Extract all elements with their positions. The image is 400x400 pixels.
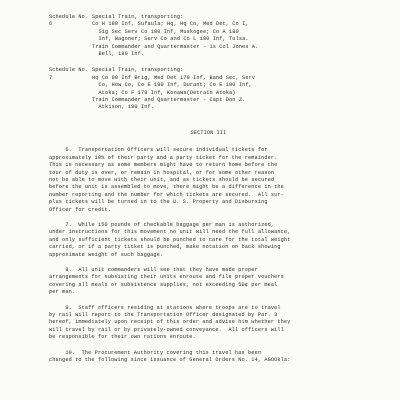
paragraph-line: covering all meals or subsistence supplies, not exceeding 50¢ per meal [49,281,278,288]
schedule-label: Schedule No. 7 [49,67,89,81]
paragraph-line: plus tickets will be turned in to the U. S. Property and Disbursing [49,199,268,206]
paragraph-line: and only sufficient tickets should be punched to care for the total weight [49,236,291,243]
paragraph-line: 7. While 150 pounds of checkable baggage per man is authorized, [49,221,275,228]
paragraph-7 [49,222,368,259]
schedule-label: Schedule No. 6 [49,14,89,28]
schedule-7 [49,67,368,111]
paragraph-line: carried, or if a party ticket is punched, make notation on back showing [49,244,281,251]
paragraph-10 [49,350,368,365]
paragraph-line: number reporting and the number for which tickets are secured. All sur- [49,191,284,198]
paragraph-line: approximate weight of such baggage. [49,251,164,258]
paragraph-line: under instructions for this movement no unit will need the full allowance, [49,229,291,236]
section-title: SECTION III [190,129,227,136]
paragraph-line: not be able to move with their unit, and as tickets should be secured [49,176,275,183]
schedule-line: Inf, Wagoner; Serv Co and Co L 180 Inf, Tulsa. [92,36,249,43]
schedule-line: Atoka; Co F 179 Inf, Konawa(Detrain Atoka) [92,89,236,96]
paragraph-line: changed to the following since issuance of General Orders No. 14, AGOOkla: [49,357,291,364]
paragraph-line: 9. Staff officers residing at stations where troops are to travel [49,304,281,311]
paragraph-line: will travel by rail or by privately-owned conveyance. All officers will [49,326,284,333]
paragraph-line: hereof, immediately upon receipt of this order and advise him whether they [49,319,291,326]
paragraph-8 [49,267,368,297]
paragraph-6 [49,147,368,214]
schedule-body [92,14,368,58]
paragraph-line: arrangements for subsisting their units enroute and file proper vouchers [49,274,284,281]
schedule-line: Sig Sec Serv Co 180 Inf, Muskogee; Co A 180 [92,28,239,35]
paragraph-line: This is necessary as some members might have to return home before the [49,162,278,169]
schedule-body [92,67,368,111]
schedule-line: Co H 180 Inf, Sufaula; Hq, Hq Co, Med Det, Co I, [92,21,249,28]
paragraph-line: by rail will report to the Transportation Officer designated by Par. 3 [49,312,278,318]
paragraph-line: be responsible for their own rations enroute. [49,334,196,341]
paragraph-line: 10. The Procurement Authority covering this travel has been [49,349,262,356]
schedule-line: Hq Co 90 Inf Brig, Med Det 179 Inf, Band Sec, Serv [92,74,256,81]
paragraph-line: approximately 10% of their party and a party ticket for the remainder. [49,154,278,161]
paragraph-9 [49,305,368,342]
paragraph-line: before the unit is assembled to move, there might be a difference in the [49,184,284,191]
paragraph-line: 8. All unit commanders will see that they have made proper [49,266,258,273]
paragraph-line: tour of duty is over, or remain in hospital, or for some other reason [49,169,275,176]
schedule-6 [49,14,368,58]
schedule-line: Atkison, 180 Inf. [92,104,154,111]
schedule-line: Special Train, transporting: [92,14,184,20]
schedule-line: Co, How Co, Co E 180 Inf, Durant; Co E 180 Inf, [92,82,252,89]
paragraph-line: per man. [49,289,76,296]
schedule-line: Train Commander and Quartermaster - 1s Col Jones A. [92,43,259,50]
paragraph-line: 6. Transportation Officers will secure individual tickets for [49,147,268,154]
paragraph-line: Officer for credit. [49,206,111,213]
schedule-line: Train Commander and Quartermaster - Capt Don Z. [92,97,246,104]
schedule-line: Bell, 180 Inf. [92,51,145,58]
schedule-line: Special Train, transporting: [92,67,184,74]
